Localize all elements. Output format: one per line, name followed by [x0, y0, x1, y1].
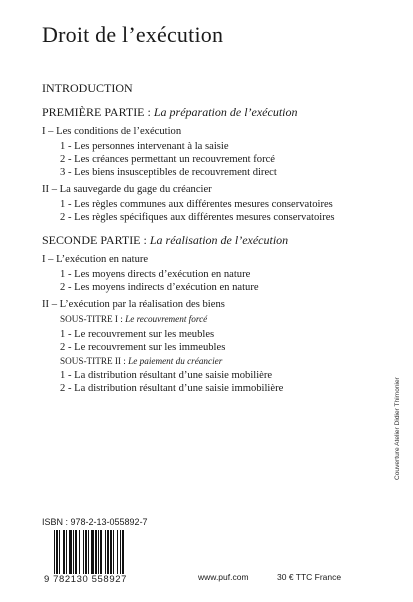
toc-subtitle-heading: [60, 313, 207, 326]
toc-item: 1 - Les règles communes aux différentes mesures conservatoires: [60, 199, 333, 210]
toc-item: 2 - Le recouvrement sur les immeubles: [60, 342, 226, 353]
barcode-digits: 9 782130 558927: [44, 574, 127, 585]
toc-item: 1 - Le recouvrement sur les meubles: [60, 329, 215, 340]
toc-item: 2 - Les moyens indirects d’exécution en nature: [60, 282, 259, 293]
toc-part2-heading: [42, 234, 288, 247]
toc-part2-title: La réalisation de l’exécution: [149, 233, 289, 247]
toc-part1-heading: [42, 106, 298, 119]
book-title: Droit de l’exécution: [42, 22, 224, 47]
toc-item: 1 - La distribution résultant d’une saisie mobilière: [60, 370, 273, 381]
toc-section-heading: II – L’exécution par la réalisation des biens: [42, 299, 225, 310]
toc-section-heading: II – La sauvegarde du gage du créancier: [42, 184, 212, 195]
toc-introduction: INTRODUCTION: [42, 81, 133, 95]
toc-item: 1 - Les personnes intervenant à la saisie: [60, 141, 229, 152]
toc-item: 3 - Les biens insusceptibles de recouvrement direct: [60, 167, 277, 178]
toc-subtitle-label: SOUS-TITRE II :: [60, 356, 129, 366]
toc-subtitle-label: SOUS-TITRE I :: [60, 314, 126, 324]
toc-part1-label: PREMIÈRE PARTIE :: [42, 105, 154, 119]
toc-item: 2 - La distribution résultant d’une saisie immobilière: [60, 383, 284, 394]
toc-item: 2 - Les règles spécifiques aux différentes mesures conservatoires: [60, 212, 335, 223]
toc-section-heading: I – L’exécution en nature: [42, 254, 149, 265]
toc-item: 1 - Les moyens directs d’exécution en nature: [60, 269, 251, 280]
barcode: [54, 530, 154, 574]
toc-item: 2 - Les créances permettant un recouvrement forcé: [60, 154, 275, 165]
toc-subtitle-title: Le recouvrement forcé: [125, 314, 208, 324]
toc-section-heading: I – Les conditions de l’exécution: [42, 126, 182, 137]
toc-subtitle-heading: [60, 355, 222, 368]
toc-subtitle-title: Le paiement du créancier: [128, 356, 223, 366]
publisher-url: www.puf.com: [198, 572, 249, 582]
toc-part2-label: SECONDE PARTIE :: [42, 233, 150, 247]
isbn: ISBN : 978-2-13-055892-7: [42, 517, 148, 527]
toc-part1-title: La préparation de l’exécution: [153, 105, 298, 119]
cover-credit: Couverture Atelier Didier Thimonier: [394, 377, 401, 480]
price: 30 € TTC France: [277, 572, 342, 582]
